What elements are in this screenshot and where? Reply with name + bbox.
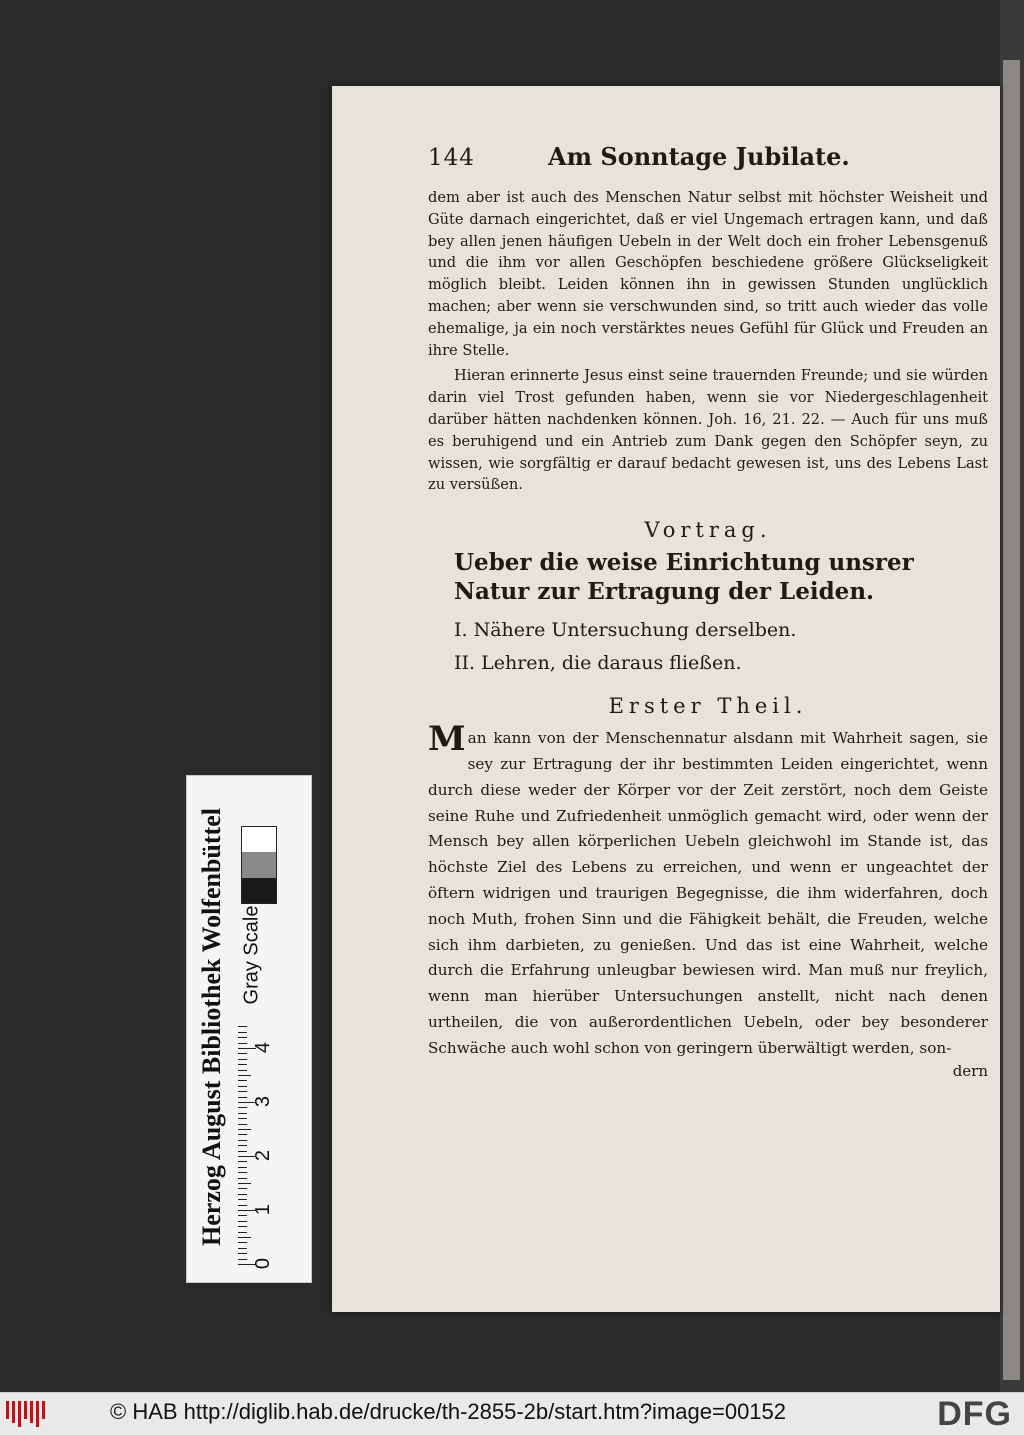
ruler-tick xyxy=(238,1124,247,1125)
gray-scale-label xyxy=(232,900,272,1010)
logo-bar xyxy=(30,1401,33,1423)
outline-item-2: II. Lehren, die daraus fließen. xyxy=(454,652,742,675)
dfg-logo: DFG xyxy=(937,1395,1012,1433)
ruler-tick xyxy=(238,1183,251,1184)
main-paragraph xyxy=(428,719,988,1061)
logo-bar xyxy=(36,1401,39,1427)
running-head xyxy=(428,142,988,171)
ruler-tick xyxy=(238,1242,247,1243)
ruler-tick xyxy=(238,1026,247,1027)
ruler-tick xyxy=(238,1080,247,1081)
outline-item-1: I. Nähere Untersuchung derselben. xyxy=(454,619,797,642)
ruler-tick xyxy=(238,1037,247,1038)
scale-institution-label xyxy=(192,776,232,1278)
ruler-number: 3 xyxy=(252,1095,275,1108)
ruler-tick xyxy=(238,1145,247,1146)
ruler-tick xyxy=(238,1129,251,1130)
part-heading: Erster Theil. xyxy=(608,694,808,719)
ruler-tick xyxy=(238,1064,247,1065)
ruler-tick xyxy=(238,1194,247,1195)
ruler-tick xyxy=(238,1059,247,1060)
ruler-tick xyxy=(238,1199,247,1200)
ruler-tick xyxy=(238,1140,247,1141)
ruler-tick xyxy=(238,1091,247,1092)
ruler-tick xyxy=(238,1172,247,1173)
cm-ruler xyxy=(238,1010,280,1272)
ruler-number: 4 xyxy=(252,1041,275,1054)
page-content xyxy=(428,142,988,1080)
ruler-tick xyxy=(238,1253,247,1254)
running-title: Am Sonntage Jubilate. xyxy=(548,142,850,171)
page-number: 144 xyxy=(428,145,475,171)
ruler-tick xyxy=(238,1032,247,1033)
catchword: dern xyxy=(952,1061,988,1080)
gray-swatch-mid xyxy=(242,852,276,877)
ruler-tick xyxy=(238,1107,247,1108)
gray-scale-text: Gray Scale xyxy=(240,905,263,1005)
ruler-number: 0 xyxy=(252,1257,275,1270)
logo-bar xyxy=(42,1401,45,1419)
ruler-tick xyxy=(238,1151,247,1152)
gray-swatch-white xyxy=(242,827,276,852)
ruler-tick xyxy=(238,1113,247,1114)
intro-paragraph-1: dem aber ist auch des Menschen Natur selbst mit höchster Weisheit und Güte darnach eingerichtet, daß er viel Ungemach ertragen kann, und daß bey allen jenen häufigen Uebeln in der Welt doch ein froher Lebensgenuß und die ihm vor allen Geschöpfen beschiedene größere Glückseligkeit möglich bleibt. Leiden können ihn in gewissen Stunden unglücklich machen; aber wenn sie verschwunden sind, so tritt auch wieder das volle ehemalige, ja ein noch verstärktes neues Gefühl für Glück und Freuden an ihre Stelle. xyxy=(428,189,988,359)
scale-institution-text: Herzog August Bibliothek Wolfenbüttel xyxy=(197,808,226,1246)
ruler-tick xyxy=(238,1226,247,1227)
book-edge-pages xyxy=(1003,60,1020,1380)
ruler-tick xyxy=(238,1178,247,1179)
sermon-title: Ueber die weise Einrichtung unsrer Natur zur Ertragung der Leiden. xyxy=(454,549,914,606)
ruler-tick xyxy=(238,1043,247,1044)
ruler-tick xyxy=(238,1075,251,1076)
ruler-tick xyxy=(238,1205,247,1206)
ruler-number: 2 xyxy=(252,1149,275,1162)
logo-bar xyxy=(6,1401,9,1419)
gray-swatches xyxy=(241,826,277,904)
main-paragraph-text: an kann von der Menschennatur alsdann mit Wahrheit sagen, sie sey zur Ertragung der ihr bestimmten Leiden eingerichtet, wenn durch diese weder der Körper vor der Zeit zerstört, noch dem Geiste seine Ruhe und Zufriedenheit unmöglich gemacht wird, oder wenn der Mensch bey allen körperlichen Uebeln gleichwohl im Stande ist, das höchste Ziel des Lebens zu erreichen, und wenn er ungeachtet der öftern widrigen und traurigen Begegnisse, die ihm widerfahren, doch noch Muth, frohen Sinn und die Fähigkeit behält, die Freuden, welche sich ihm darbieten, zu genießen. Und das ist eine Wahrheit, welche durch die Erfahrung unleugbar bewiesen wird. Man muß nur freylich, wenn man hierüber Untersuchungen anstellt, nicht nach denen urtheilen, die von außerordentlichen Uebeln, oder bey besonderer Schwäche auch wohl schon von geringern überwältigt werden, son- xyxy=(428,729,988,1057)
footer-credit: © HAB http://diglib.hab.de/drucke/th-2855-2b/start.htm?image=00152 xyxy=(110,1399,787,1424)
intro-paragraph-2: Hieran erinnerte Jesus einst seine trauernden Freunde; und sie würden darin viel Trost gefunden haben, wenn sie vor Niedergeschlagenheit darüber hätten nachdenken können. Joh. 16, 21. 22. — Auch für uns muß es beruhigend und ein Antrieb zum Dank gegen den Schöpfer seyn, zu wissen, wie sorgfältig er darauf bedacht gewesen ist, uns des Lebens Last zu versüßen. xyxy=(428,367,988,494)
book-page xyxy=(332,86,1000,1312)
ruler-tick xyxy=(238,1161,247,1162)
ruler-tick xyxy=(238,1097,247,1098)
ruler-tick xyxy=(238,1086,247,1087)
dropcap-letter: M xyxy=(428,719,466,760)
ruler-tick xyxy=(238,1118,247,1119)
ruler-tick xyxy=(238,1221,247,1222)
logo-bar xyxy=(18,1401,21,1427)
hab-logo-icon xyxy=(6,1401,45,1427)
ruler-tick xyxy=(238,1259,247,1260)
vortrag-heading: Vortrag. xyxy=(644,518,772,543)
ruler-number: 1 xyxy=(252,1203,275,1216)
logo-bar xyxy=(24,1401,27,1419)
ruler-tick xyxy=(238,1237,251,1238)
ruler-tick xyxy=(238,1232,247,1233)
ruler-tick xyxy=(238,1134,247,1135)
ruler-tick xyxy=(238,1070,247,1071)
ruler-tick xyxy=(238,1188,247,1189)
ruler-tick xyxy=(238,1053,247,1054)
logo-bar xyxy=(12,1401,15,1423)
ruler-tick xyxy=(238,1248,247,1249)
ruler-tick xyxy=(238,1215,247,1216)
ruler-tick xyxy=(238,1167,247,1168)
footer-bar xyxy=(0,1392,1024,1435)
